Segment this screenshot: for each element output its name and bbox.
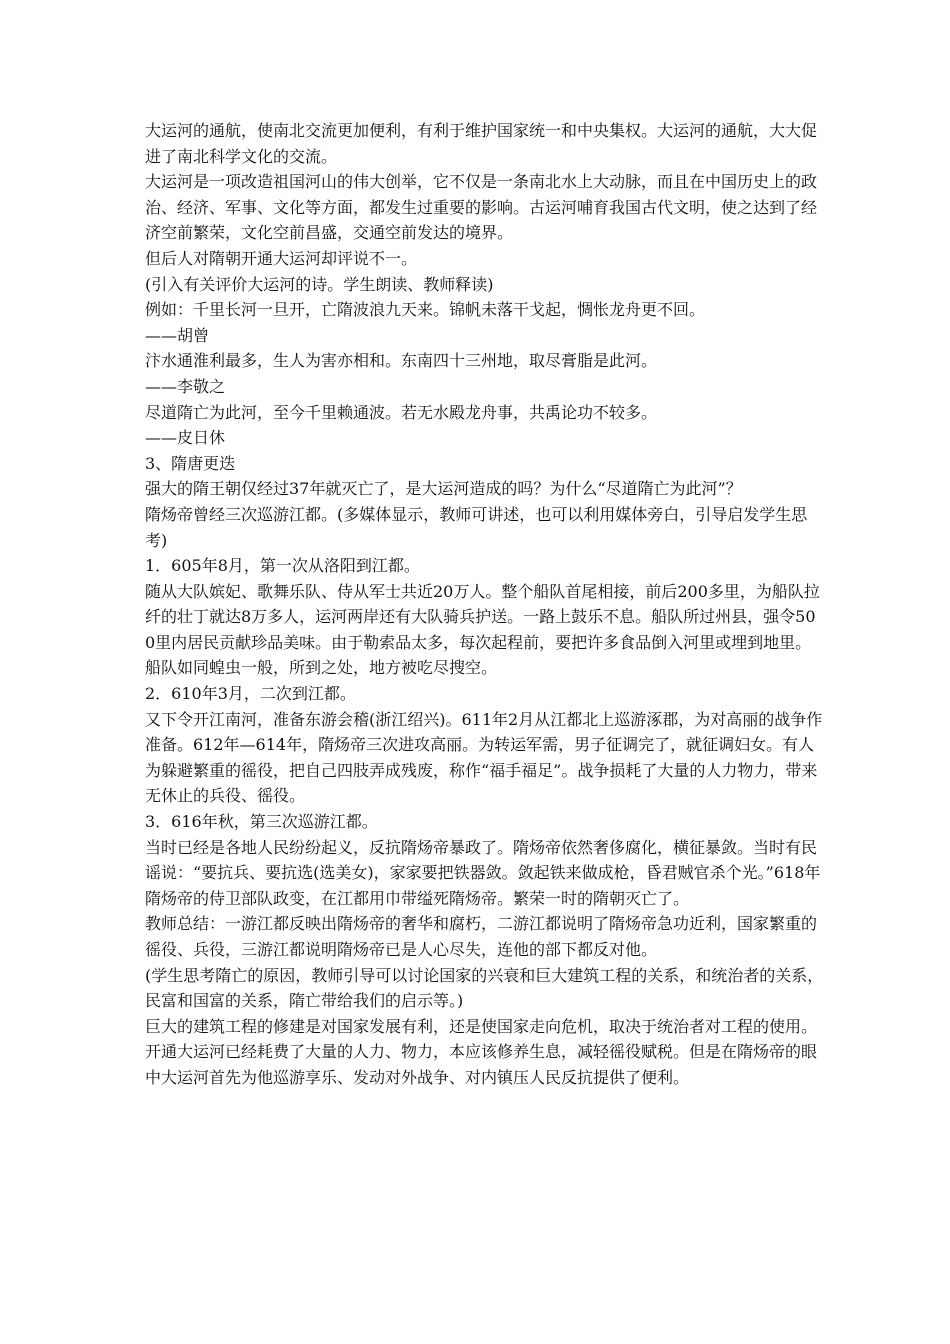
poem-author-li-jingzhi: ——李敬之 (145, 376, 226, 396)
paragraph-student-thinking: (学生思考隋亡的原因，教师引导可以讨论国家的兴衰和巨大建筑工程的关系，和统治者的关系，民富和国富的关系，隋亡带给我们的启示等。) (145, 965, 824, 1011)
paragraph-question: 强大的隋王朝仅经过37年就灭亡了，是大运河造成的吗？为什么“尽道隋亡为此河”？ (145, 479, 742, 499)
paragraph-conclusion: 巨大的建筑工程的修建是对国家发展有利，还是使国家走向危机，取决于统治者对工程的使用。开通大运河已经耗费了大量的人力、物力，本应该修养生息，减轻徭役赋税。但是在隋炀帝的眼中大运河首先为他巡游享乐、发动对外战争、对内镇压人民反抗提供了便利。 (145, 1016, 818, 1087)
paragraph-third-tour-detail: 当时已经是各地人民纷纷起义，反抗隋炀帝暴政了。隋炀帝依然奢侈腐化，横征暴敛。当时有民谣说：“要抗兵、要抗选(选美女)，家家要把铁器敛。敛起铁来做成枪，昏君贼官杀个光。”618年隋炀帝的侍卫部队政变，在江都用巾带缢死隋炀帝。繁荣一时的隋朝灭亡了。 (145, 837, 821, 908)
section-heading-sui-tang: 3、隋唐更迭 (145, 453, 236, 473)
poem-pi-rixiu: 尽道隋亡为此河，至今千里赖通波。若无水殿龙舟事，共禹论功不较多。 (145, 402, 658, 422)
poem-author-hu-zeng: ——胡曾 (145, 325, 210, 345)
paragraph-later-evaluation: 但后人对隋朝开通大运河却评说不一。 (145, 248, 418, 268)
paragraph-three-tours: 隋炀帝曾经三次巡游江都。(多媒体显示，教师可讲述，也可以利用媒体旁白，引导启发学生思考) (145, 504, 808, 550)
paragraph-first-tour-detail: 随从大队嫔妃、歌舞乐队、侍从军士共近20万人。整个船队首尾相接，前后200多里，为船队拉纤的壮丁就达8万多人，运河两岸还有大队骑兵护送。一路上鼓乐不息。船队所过州县，强令500里内居民贡献珍品美味。由于勒索品太多，每次起程前，要把许多食品倒入河里或埋到地里。船队如同蝗虫一般，所到之处，地方被吃尽搜空。 (145, 581, 820, 678)
poem-hu-zeng: 例如：千里长河一旦开，亡隋波浪九天来。锦帆未落干戈起，惆怅龙舟更不回。 (145, 300, 706, 320)
list-item-third-tour: 3．616年秋，第三次巡游江都。 (145, 812, 378, 832)
list-item-first-tour: 1．605年8月，第一次从洛阳到江都。 (145, 556, 420, 576)
document-body (145, 118, 825, 1091)
poem-li-jingzhi: 汴水通淮利最多，生人为害亦相和。东南四十三州地，取尽膏脂是此河。 (145, 351, 658, 371)
paragraph-poem-intro: (引入有关评价大运河的诗。学生朗读、教师释读) (145, 274, 494, 294)
paragraph-canal-significance: 大运河是一项改造祖国河山的伟大创举，它不仅是一条南北水上大动脉，而且在中国历史上的政治、经济、军事、文化等方面，都发生过重要的影响。古运河哺育我国古代文明，使之达到了经济空前繁荣，文化空前昌盛，交通空前发达的境界。 (145, 172, 818, 243)
paragraph-second-tour-detail: 又下令开江南河，准备东游会稽(浙江绍兴)。611年2月从江都北上巡游涿郡，为对高丽的战争作准备。612年—614年，隋炀帝三次进攻高丽。为转运军需，男子征调完了，就征调妇女。有人为躲避繁重的徭役，把自己四肢弄成残废，称作“福手福足”。战争损耗了大量的人力物力，带来无休止的兵役、徭役。 (145, 709, 823, 806)
poem-author-pi-rixiu: ——皮日休 (145, 428, 226, 448)
list-item-second-tour: 2．610年3月，二次到江都。 (145, 684, 356, 704)
paragraph-canal-navigation: 大运河的通航，使南北交流更加便利，有利于维护国家统一和中央集权。大运河的通航，大大促进了南北科学文化的交流。 (145, 121, 818, 166)
paragraph-teacher-summary: 教师总结：一游江都反映出隋炀帝的奢华和腐朽，二游江都说明了隋炀帝急功近利，国家繁重的徭役、兵役，三游江都说明隋炀帝已是人心尽失，连他的部下都反对他。 (145, 914, 818, 959)
